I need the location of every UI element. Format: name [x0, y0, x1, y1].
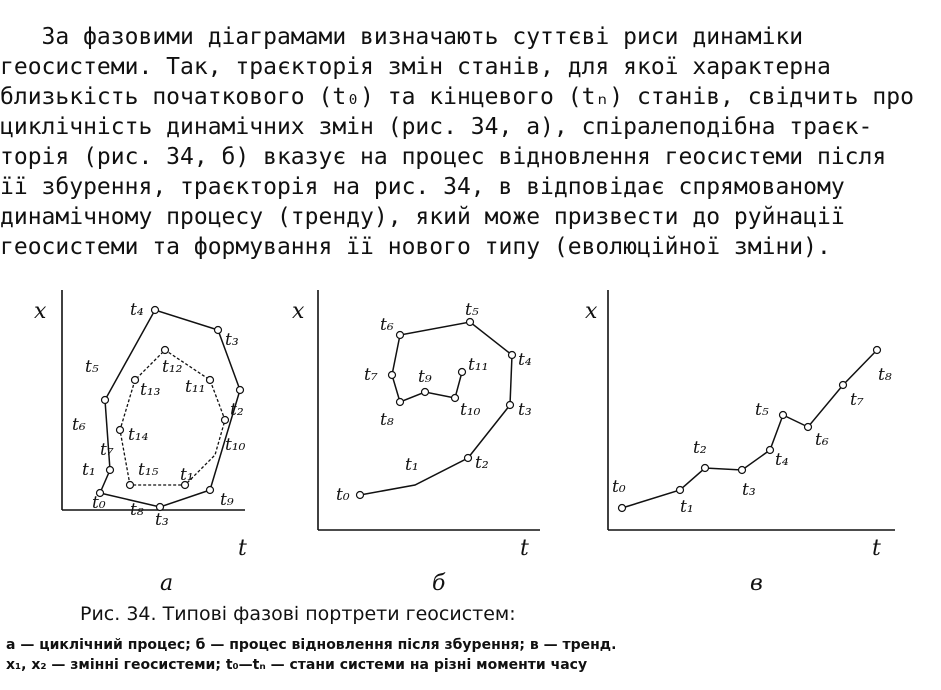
state-label: t₁ — [680, 497, 694, 517]
state-label: t₄ — [518, 350, 532, 370]
legend-line: а — циклічний процес; б — процес відновлення після збурення; в — тренд. — [6, 637, 617, 653]
state-label: t₀ — [92, 493, 106, 513]
state-label: t₇ — [850, 390, 864, 410]
state-label: t₄ — [130, 300, 144, 320]
state-label: t₁₀ — [460, 400, 481, 420]
state-label: t₁₁ — [468, 355, 489, 375]
paragraph-line: близькість початкового (t₀) та кінцевого (tₙ) станів, свідчить про — [0, 84, 914, 110]
state-label: t₆ — [815, 430, 829, 450]
state-label: t₁₁ — [185, 377, 206, 397]
paragraph-line: геосистеми. Так, траєкторія змін станів, для якої характерна — [0, 54, 831, 80]
state-label: t₃ — [225, 330, 239, 350]
state-label: t₀ — [612, 477, 626, 497]
state-label: t₅ — [465, 300, 479, 320]
panel-letter: б — [432, 571, 446, 596]
legend-line: x₁, x₂ — змінні геосистеми; t₀—tₙ — стани системи на різні моменти часу — [6, 657, 588, 673]
paragraph-line: торія (рис. 34, б) вказує на процес відновлення геосистеми після — [0, 144, 887, 170]
state-label: t₄ — [775, 450, 789, 470]
panel-a — [34, 290, 247, 596]
body-paragraph — [0, 22, 941, 262]
state-label: t₁₅ — [138, 460, 159, 480]
x-axis-label: t — [520, 536, 529, 561]
paragraph-line: динамічному процесу (тренду), який може призвести до руйнації — [0, 204, 845, 230]
state-label: t₃ — [518, 400, 532, 420]
state-label: t₂ — [230, 400, 244, 420]
paragraph-line: її збурення, траєкторія на рис. 34, в відповідає спрямованому — [0, 174, 845, 200]
panel-b — [292, 290, 540, 596]
state-label: t₁₂ — [162, 357, 183, 377]
state-label: t₈ — [130, 500, 144, 520]
trajectory-spiral — [360, 322, 512, 495]
state-label: t₈ — [878, 365, 892, 385]
trajectory-outer — [100, 310, 240, 507]
state-label: t₉ — [220, 490, 234, 510]
state-label: t₆ — [380, 315, 394, 335]
state-label: t₁ — [180, 465, 194, 485]
state-label: t₇ — [100, 440, 114, 460]
panel-letter: а — [160, 571, 174, 596]
state-label: t₈ — [380, 410, 394, 430]
paragraph-line: циклічність динамічних змін (рис. 34, а), спіралеподібна траєк- — [0, 114, 873, 140]
x-axis-label: t — [872, 536, 881, 561]
state-label: t₁ — [405, 455, 419, 475]
x-axis-label: t — [238, 536, 247, 561]
panel-c — [585, 290, 895, 596]
state-label: t₅ — [755, 400, 769, 420]
state-label: t₁ — [82, 460, 96, 480]
y-axis-label: x — [34, 299, 47, 324]
figure-legend — [6, 635, 936, 675]
state-label: t₂ — [475, 453, 489, 473]
state-label: t₆ — [72, 415, 86, 435]
figure-caption: Рис. 34. Типові фазові портрети геосистем: — [80, 603, 516, 625]
state-label: t₇ — [364, 365, 378, 385]
state-label: t₃ — [155, 510, 169, 530]
y-axis-label: x — [585, 299, 598, 324]
state-label: t₉ — [418, 367, 432, 387]
state-label: t₂ — [693, 438, 707, 458]
paragraph-line: геосистеми та формування її нового типу (еволюційної зміни). — [0, 234, 831, 260]
paragraph-line: За фазовими діаграмами визначають суттєві риси динаміки — [0, 24, 804, 50]
state-label: t₀ — [336, 485, 350, 505]
y-axis-label: x — [292, 299, 305, 324]
state-label: t₅ — [85, 357, 99, 377]
state-label: t₁₃ — [140, 380, 161, 400]
state-label: t₁₀ — [225, 435, 246, 455]
state-label: t₃ — [742, 480, 756, 500]
state-label: t₁₄ — [128, 425, 149, 445]
panel-letter: в — [750, 571, 763, 596]
phase-portraits-figure — [0, 280, 941, 600]
